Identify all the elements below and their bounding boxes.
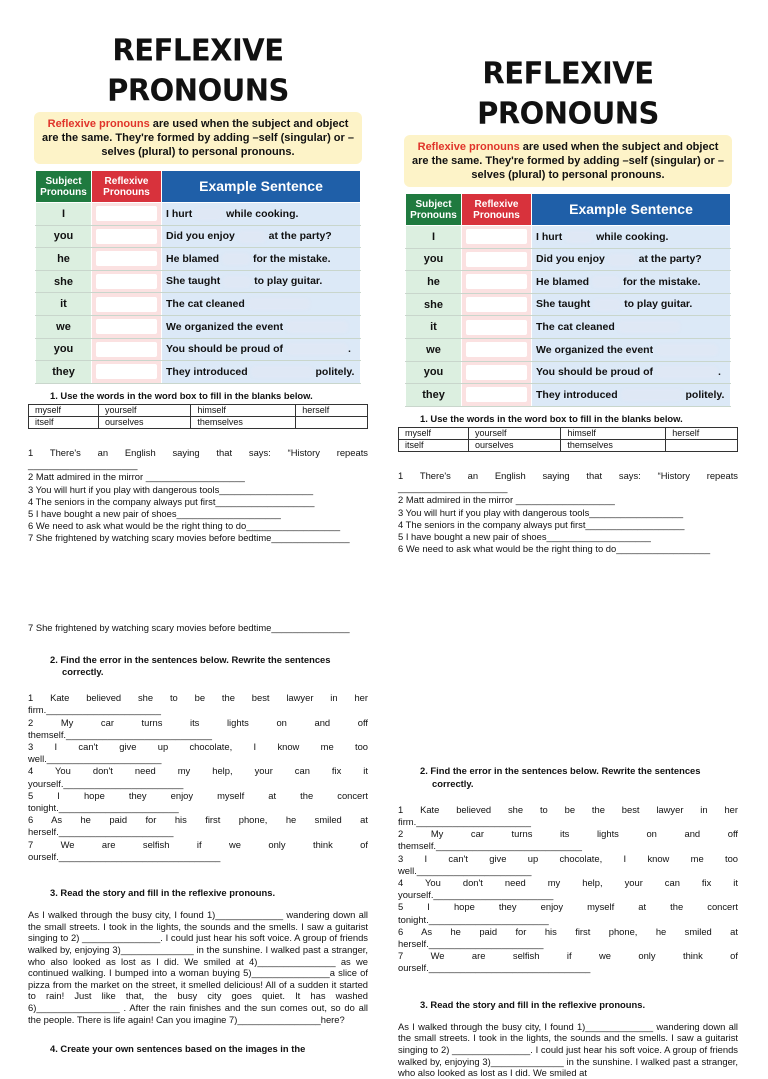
ex2-item-answer: well.______________________	[398, 864, 532, 876]
subject-pronoun: she	[406, 293, 462, 316]
intro-text: are used when the subject and object are the same. They're formed by adding –self (singular) or –selves (plural) to personal pronouns.	[42, 118, 354, 158]
pronoun-row	[406, 384, 731, 407]
pronoun-row	[406, 361, 731, 384]
ex2-item-answer: yourself._______________________	[28, 777, 184, 789]
sentence-start: I hurt	[166, 207, 196, 220]
hidden-answer	[656, 366, 718, 378]
exercise-1	[28, 390, 368, 1056]
ex1-item: 5 I have bought a new pair of shoes____________________	[398, 530, 651, 542]
ex2-item-answer: tonight._______________________	[398, 913, 549, 925]
sentence-end: at the party?	[265, 230, 332, 243]
answer-box	[466, 342, 527, 357]
ex2-item: 1 Kate believed she to be the best lawyer in her	[398, 803, 738, 815]
hidden-answer	[286, 321, 348, 333]
exercise-4-heading: 4. Create your own sentences based on the images in the	[50, 1043, 306, 1055]
ex2-item: 3 I can't give up chocolate, I know me too	[28, 741, 368, 752]
hidden-answer	[286, 343, 348, 355]
word: himself	[561, 427, 666, 439]
pronoun-row	[36, 248, 361, 271]
sentence-start: I hurt	[536, 230, 566, 243]
subject-pronoun: we	[406, 338, 462, 361]
sentence-start: We organized the event	[536, 343, 656, 356]
word-box	[28, 404, 368, 429]
exercise-3-heading: 3. Read the story and fill in the reflexive pronouns.	[420, 998, 646, 1010]
example-sentence	[162, 315, 361, 338]
sentence-start: He blamed	[536, 275, 593, 288]
sentence-start: Did you enjoy	[166, 230, 238, 243]
reflexive-blank	[462, 271, 532, 294]
pronoun-rows	[406, 226, 731, 407]
sentence-end: politely.	[682, 388, 725, 401]
answer-box	[96, 364, 157, 379]
example-sentence	[162, 338, 361, 361]
answer-box	[466, 229, 527, 244]
reflexive-blank	[92, 361, 162, 384]
subject-pronoun: you	[406, 361, 462, 384]
pronoun-row	[36, 361, 361, 384]
ex2-item-answer: firm.______________________	[28, 704, 161, 716]
exercise-1-heading: 1. Use the words in the word box to fill in the blanks below.	[420, 412, 683, 424]
subject-pronoun: I	[406, 226, 462, 249]
sentence-start: They introduced	[536, 388, 621, 401]
exercise-1-heading: 1. Use the words in the word box to fill in the blanks below.	[50, 389, 313, 401]
ex2-item: 4 You don't need my help, your can fix it	[28, 765, 368, 777]
pronoun-table	[405, 193, 731, 407]
answer-box	[96, 274, 157, 289]
intro-text: are used when the subject and object are the same. They're formed by adding –self (singular) or –selves (plural) to personal pronouns.	[412, 141, 724, 181]
reflexive-blank	[462, 384, 532, 407]
ex2-item-answer: tonight._______________________	[28, 802, 179, 814]
word: myself	[29, 404, 99, 416]
sentence-start: Did you enjoy	[536, 253, 608, 266]
ex1-item: 2 Matt admired in the mirror ___________________	[28, 471, 245, 483]
hidden-answer	[618, 321, 680, 333]
intro-highlight: Reflexive pronouns	[417, 141, 520, 153]
page-title: REFLEXIVE PRONOUNS	[477, 55, 659, 131]
ex2-item: 4 You don't need my help, your can fix it	[398, 877, 738, 888]
sentence-start: They introduced	[166, 365, 251, 378]
pronoun-row	[406, 316, 731, 339]
example-sentence	[162, 270, 361, 293]
reflexive-blank	[462, 226, 532, 249]
answer-box	[466, 274, 527, 289]
ex2-item: 6 As he paid for his first phone, he smiled at	[398, 925, 738, 937]
word: herself	[296, 404, 368, 416]
reflexive-blank	[462, 316, 532, 339]
intro-box	[34, 112, 362, 164]
sentence-start: The cat cleaned	[166, 298, 248, 311]
ex1-item: 2 Matt admired in the mirror ___________________	[398, 494, 615, 506]
hidden-answer	[251, 366, 313, 378]
intro-highlight: Reflexive pronouns	[47, 118, 150, 130]
pronoun-rows	[36, 203, 361, 384]
example-sentence	[162, 361, 361, 384]
pronoun-row	[36, 270, 361, 293]
ex2-item: 2 My car turns its lights on and off	[398, 828, 738, 840]
subject-pronoun: he	[406, 271, 462, 294]
reflexive-blank	[92, 338, 162, 361]
subject-pronoun: they	[406, 384, 462, 407]
ex2-item: 5 I hope they enjoy myself at the concert	[398, 901, 738, 913]
pronoun-row	[36, 293, 361, 316]
subject-pronoun: it	[36, 293, 92, 316]
ex2-item-answer: herself.______________________	[398, 938, 544, 950]
sentence-end: .	[347, 343, 351, 356]
word: yourself	[468, 427, 560, 439]
ex1-item: 1 There's an English saying that says: “History repeats	[398, 469, 738, 481]
header-example: Example Sentence	[532, 194, 731, 226]
header-subject: Subject Pronouns	[36, 171, 92, 203]
answer-box	[466, 320, 527, 335]
answer-box	[96, 342, 157, 357]
answer-box	[96, 206, 157, 221]
answer-box	[96, 319, 157, 334]
header-subject: Subject Pronouns	[406, 194, 462, 226]
example-sentence	[532, 316, 731, 339]
answer-box	[466, 387, 527, 402]
reflexive-blank	[92, 293, 162, 316]
ex2-item: 3 I can't give up chocolate, I know me too	[398, 852, 738, 864]
answer-box	[96, 229, 157, 244]
word: itself	[399, 439, 469, 451]
ex2-item-answer: well.______________________	[28, 753, 162, 765]
pronoun-row	[406, 248, 731, 271]
example-sentence	[532, 384, 731, 407]
example-sentence	[532, 293, 731, 316]
ex2-item: 2 My car turns its lights on and off	[28, 716, 368, 728]
ex1-item-repeat: 7 She frightened by watching scary movies before bedtime_______________	[28, 621, 350, 633]
reflexive-blank	[462, 361, 532, 384]
sentence-end: while cooking.	[223, 207, 299, 220]
ex2-item: 5 I hope they enjoy myself at the concert	[28, 789, 368, 801]
ex1-item: _____________________	[28, 459, 138, 471]
ex2-item-answer: ourself._______________________________	[28, 850, 221, 862]
sentence-end: while cooking.	[593, 230, 669, 243]
subject-pronoun: he	[36, 248, 92, 271]
answer-box	[96, 297, 157, 312]
example-sentence	[532, 338, 731, 361]
ex1-item: 4 The seniors in the company always put first___________________	[28, 495, 315, 507]
hidden-answer	[608, 254, 636, 266]
sentence-end: at the party?	[635, 253, 702, 266]
word: herself	[666, 427, 738, 439]
hidden-answer	[593, 299, 621, 311]
sentence-end: to play guitar.	[621, 298, 693, 311]
pronoun-row	[36, 315, 361, 338]
page-title: REFLEXIVE PRONOUNS	[107, 32, 289, 108]
hidden-answer	[223, 276, 251, 288]
sentence-start: You should be proud of	[166, 343, 286, 356]
ex1-item: 5 I have bought a new pair of shoes____________________	[28, 507, 281, 519]
sentence-end: .	[717, 366, 721, 379]
reflexive-blank	[92, 270, 162, 293]
sentence-start: We organized the event	[166, 320, 286, 333]
word: themselves	[561, 439, 666, 451]
hidden-answer	[656, 344, 718, 356]
answer-box	[466, 365, 527, 380]
subject-pronoun: she	[36, 270, 92, 293]
sentence-start: He blamed	[166, 252, 223, 265]
header-reflexive: Reflexive Pronouns	[462, 194, 532, 226]
reflexive-blank	[462, 293, 532, 316]
pronoun-row	[36, 338, 361, 361]
word: myself	[399, 427, 469, 439]
ex1-item: 7 She frightened by watching scary movies before bedtime_______________	[28, 532, 350, 544]
example-sentence	[162, 225, 361, 248]
pronoun-table	[35, 170, 361, 384]
exercise-2-heading: 2. Find the error in the sentences below. Rewrite the sentences correctly.	[50, 653, 331, 677]
word: ourselves	[468, 439, 560, 451]
pronoun-row	[406, 226, 731, 249]
header-example: Example Sentence	[162, 171, 361, 203]
word: himself	[191, 404, 296, 416]
exercise-2-heading: 2. Find the error in the sentences below. Rewrite the sentences correctly.	[420, 765, 701, 789]
ex1-item: 3 You will hurt if you play with dangerous tools__________________	[398, 506, 684, 518]
subject-pronoun: you	[36, 338, 92, 361]
subject-pronoun: I	[36, 203, 92, 226]
sentence-start: She taught	[536, 298, 594, 311]
word: ourselves	[98, 416, 190, 428]
exercise-2-items	[398, 804, 738, 975]
word: yourself	[98, 404, 190, 416]
reflexive-blank	[92, 248, 162, 271]
hidden-answer	[238, 231, 266, 243]
sentence-end: to play guitar.	[251, 275, 323, 288]
intro-box	[404, 135, 732, 187]
ex1-item: 3 You will hurt if you play with dangerous tools__________________	[28, 483, 314, 495]
hidden-answer	[565, 231, 593, 243]
ex2-item-answer: themself.____________________________	[28, 728, 213, 740]
sentence-end: for the mistake.	[620, 275, 701, 288]
worksheet-left	[28, 32, 368, 1055]
word-box	[398, 427, 738, 452]
example-sentence	[162, 203, 361, 226]
answer-box	[466, 252, 527, 267]
hidden-answer	[621, 389, 683, 401]
example-sentence	[162, 248, 361, 271]
pronoun-row	[36, 225, 361, 248]
sentence-end: politely.	[312, 365, 355, 378]
sentence-end: for the mistake.	[250, 252, 331, 265]
answer-box	[466, 297, 527, 312]
reflexive-blank	[462, 248, 532, 271]
hidden-answer	[248, 298, 310, 310]
word: itself	[29, 416, 99, 428]
ex1-item: 6 We need to ask what would be the right thing to do__________________	[28, 520, 341, 532]
ex2-item-answer: yourself._______________________	[398, 889, 554, 901]
ex2-item-answer: ourself._______________________________	[398, 962, 591, 974]
subject-pronoun: it	[406, 316, 462, 339]
ex2-item-answer: firm.______________________	[398, 815, 531, 827]
sentence-start: She taught	[166, 275, 224, 288]
ex1-item: _____________________	[398, 482, 508, 494]
story-text: As I walked through the busy city, I found 1)_____________ wandering down all the small streets. I took in the lights, the sounds and the smells. I saw a guitarist singing to 2) _______________. I could just hear his soft voice. A group of friends walked by, enjoying 3)______________ in the sunshine. I walked past a stranger, who also looked as lost as I did. We smiled at	[398, 1020, 738, 1079]
ex2-item: 7 We are selfish if we only think of	[28, 838, 368, 850]
ex2-item: 7 We are selfish if we only think of	[398, 950, 738, 962]
subject-pronoun: we	[36, 315, 92, 338]
answer-box	[96, 251, 157, 266]
ex1-item: 1 There's an English saying that says: “History repeats	[28, 446, 368, 458]
reflexive-blank	[462, 338, 532, 361]
exercise-3-heading: 3. Read the story and fill in the reflexive pronouns.	[50, 887, 276, 899]
reflexive-blank	[92, 315, 162, 338]
subject-pronoun: you	[36, 225, 92, 248]
word: themselves	[191, 416, 296, 428]
pronoun-row	[406, 271, 731, 294]
example-sentence	[532, 248, 731, 271]
worksheet-right	[398, 55, 738, 1079]
word	[666, 439, 738, 451]
reflexive-blank	[92, 203, 162, 226]
ex2-item-answer: herself.______________________	[28, 826, 174, 838]
example-sentence	[532, 226, 731, 249]
sentence-start: You should be proud of	[536, 366, 656, 379]
hidden-answer	[195, 208, 223, 220]
hidden-answer	[592, 276, 620, 288]
subject-pronoun: they	[36, 361, 92, 384]
header-reflexive: Reflexive Pronouns	[92, 171, 162, 203]
exercise-2-items	[28, 692, 368, 863]
ex2-item: 1 Kate believed she to be the best lawyer in her	[28, 692, 368, 704]
pronoun-row	[406, 338, 731, 361]
hidden-answer	[222, 253, 250, 265]
ex2-item: 6 As he paid for his first phone, he smiled at	[28, 814, 368, 826]
story-text: As I walked through the busy city, I found 1)_____________ wandering down all the small streets. I took in the lights, the sounds and the smells. I saw a guitarist singing to 2) _______________. I could just hear his soft voice. A group of friends walked by, enjoying 3)______________ in the sunshine. I walked past a stranger, who also looked as lost as I did. We smiled at 4)_______________ as we continued walking. I bumped into a woman buying 5)_______________a slice of pizza from the market on the street, it smelled delicious! All of a sudden it started to rain! Just like that, the busy city goes quiet. It has washed 6)________________ . After the rain finishes and the sun comes out, so do all the people. There is life again! Can you imagine 7)________________here?	[28, 909, 368, 1025]
subject-pronoun: you	[406, 248, 462, 271]
example-sentence	[532, 361, 731, 384]
ex2-item-answer: themself.____________________________	[398, 840, 583, 852]
pronoun-row	[406, 293, 731, 316]
ex1-item: 4 The seniors in the company always put first___________________	[398, 518, 685, 530]
ex1-item: 6 We need to ask what would be the right thing to do__________________	[398, 543, 711, 555]
pronoun-row	[36, 203, 361, 226]
example-sentence	[162, 293, 361, 316]
word	[296, 416, 368, 428]
exercise-1	[398, 413, 738, 1079]
sentence-start: The cat cleaned	[536, 321, 618, 334]
example-sentence	[532, 271, 731, 294]
reflexive-blank	[92, 225, 162, 248]
